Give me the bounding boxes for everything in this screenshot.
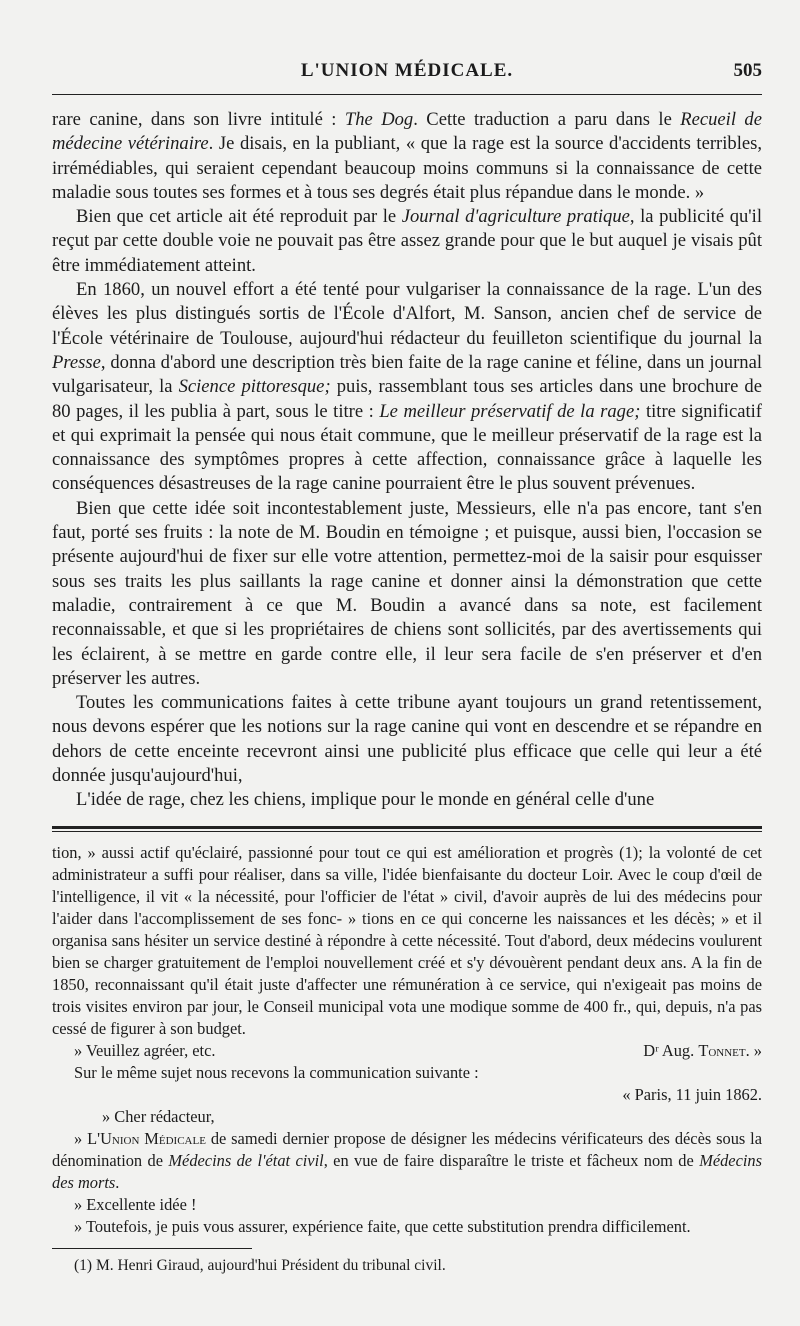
proposed-name: Médecins de l'état civil <box>168 1151 324 1170</box>
letter-date: « Paris, 11 juin 1862. <box>622 1085 762 1104</box>
text-run: rare canine, dans son livre intitulé : <box>52 109 345 130</box>
running-title: L'UNION MÉDICALE. <box>300 60 514 81</box>
signature-suffix: . » <box>745 1041 762 1060</box>
paragraph-3 <box>52 278 762 497</box>
text-run: » L' <box>74 1129 101 1148</box>
separator-thick-rule <box>52 826 762 829</box>
paragraph-1 <box>52 108 762 205</box>
notes-section <box>52 842 762 1277</box>
footnote-rule <box>52 1248 252 1249</box>
journal-title: Presse <box>52 351 101 373</box>
text-run: , en vue de faire disparaître le triste et fâcheux nom de <box>323 1151 700 1170</box>
note-paragraph: » Excellente idée ! <box>74 1195 197 1214</box>
journal-name: Union Médicale <box>100 1129 206 1148</box>
header-rule <box>52 94 762 95</box>
signature-name: Tonnet <box>698 1041 746 1060</box>
signature-line <box>52 1040 762 1062</box>
letter-salutation: » Cher rédacteur, <box>102 1107 215 1126</box>
text-run: Bien que cet article ait été reproduit par le <box>76 206 402 228</box>
footnote: (1) M. Henri Giraud, aujourd'hui Président du tribunal civil. <box>74 1257 446 1274</box>
page-number: 505 <box>733 60 762 81</box>
section-separator <box>52 826 762 832</box>
paragraph-4: Bien que cette idée soit incontestablement juste, Messieurs, elle n'a pas encore, tant s'en faut, porté ses fruits : la note de M. Boudin en témoigne ; et puisque, aussi bien, l'occasion se présente aujourd'hui de fixer sur elle votre attention, permettez-moi de la saisir pour esquisser sous ses traits les plus saillants la rage canine et donner ainsi la démonstration que cette maladie, contrairement à ce que M. Boudin a avancé dans sa note, est facilement reconnaissable, et que si les propriétaires de chiens sont sollicités, par des avertissements qui les éclairent, à se mettre en garde contre elle, il leur sera facile de s'en préserver et d'en préserver les autres. <box>52 497 762 689</box>
text-run: . Je disais, en la publiant, « que la rage est la source d'accidents terribles, irrémédiables, qui seraient cependant beaucoup moins communs si la connaissance de cette maladie sous toutes ses formes et à tous ses degrés était plus répandue dans le monde. » <box>52 133 762 203</box>
paragraph-6: L'idée de rage, chez les chiens, implique pour le monde en général celle d'une <box>76 789 655 811</box>
signature <box>643 1040 762 1062</box>
old-name: Médecins des morts <box>52 1151 762 1192</box>
note-paragraph: Sur le même sujet nous recevons la communication suivante : <box>74 1063 479 1082</box>
note-paragraph: tion, » aussi actif qu'éclairé, passionné pour tout ce qui est amélioration et progrès (1); la volonté de cet administrateur a suffi pour réaliser, dans sa ville, l'idée bienfaisante du docteur Loir. Avec le coup d'œil de l'intelligence, il vit « la nécessité, pour l'officier de l'état » civil, d'avoir auprès de lui des médecins pour l'aider dans l'accomplissement de ses fonc- » tions en ce qui concerne les naissances et les décès; » et il organisa sans hésiter un service destiné à répondre à cette nécessité. Tout d'abord, deux médecins voulurent bien se charger gratuitement de l'emploi nouvellement créé et s'y dévouèrent pendant deux ans. A la fin de 1850, reconnaissant qu'il était juste d'affecter une rémunération à ce service, qui n'exigeait pas moins de trois visites environ par jour, le Conseil municipal vota une modique somme de 400 fr., qui, depuis, n'a pas cessé de figurer à son budget. <box>52 843 762 1038</box>
text-run: En 1860, un nouvel effort a été tenté pour vulgariser la connaissance de la rage. L'un des élèves les plus distingués sortis de l'École d'Alfort, M. Sanson, ancien chef de service de l'École vétérinaire de Toulouse, aujourd'hui rédacteur du feuilleton scientifique du journal la <box>52 279 762 349</box>
text-run: , donna d'abord une description très bien faite de la rage canine et féline, dans un journal vulgarisateur, la <box>52 351 762 398</box>
journal-title: Journal d'agriculture pratique <box>401 206 630 228</box>
paragraph-5: Toutes les communications faites à cette tribune ayant toujours un grand retentissement, nous devons espérer que les notions sur la rage canine qui vont en descendre et se répandre en dehors de cette enceinte recevront ainsi une publicité plus efficace que celle qui leur a été donnée jusqu'aujourd'hui, <box>52 692 762 787</box>
main-text <box>52 108 762 813</box>
text-run: . Cette traduction a paru dans le <box>413 109 681 130</box>
book-title: The Dog <box>344 109 414 130</box>
page-header <box>52 60 762 88</box>
text-run: de samedi dernier propose de désigner les médecins vérificateurs des décès sous la dénomination de <box>52 1129 762 1170</box>
closing-formula: » Veuillez agréer, etc. <box>74 1041 216 1060</box>
text-run: , la publicité qu'il reçut par cette double voie ne pouvait pas être assez grande pour que le but auquel je visais pût être immédiatement atteint. <box>52 206 762 276</box>
separator-thin-rule <box>52 831 762 832</box>
note-paragraph <box>52 1128 762 1194</box>
text-run: puis, rassemblant tous ses articles dans une brochure de 80 pages, il les publia à part, sous le titre : <box>52 376 762 422</box>
text-run: titre significatif et qui exprimait la pensée qui nous était commune, que le meilleur préservatif de la rage est la connaissance des symptômes propres à cette affection, connaissance grâce à laquelle les conséquences désastreuses de la rage canine pourraient être le plus souvent prévenues. <box>52 400 762 495</box>
journal-title: Recueil de médecine vétérinaire <box>52 109 762 155</box>
text-run: . <box>115 1173 120 1192</box>
note-paragraph: » Toutefois, je puis vous assurer, expérience faite, que cette substitution prendra difficilement. <box>74 1217 691 1236</box>
brochure-title: Le meilleur préservatif de la rage; <box>379 400 641 422</box>
journal-title: Science pittoresque; <box>178 376 331 398</box>
paragraph-2 <box>52 205 762 278</box>
signature-prefix: Dʳ Aug. <box>643 1041 699 1060</box>
